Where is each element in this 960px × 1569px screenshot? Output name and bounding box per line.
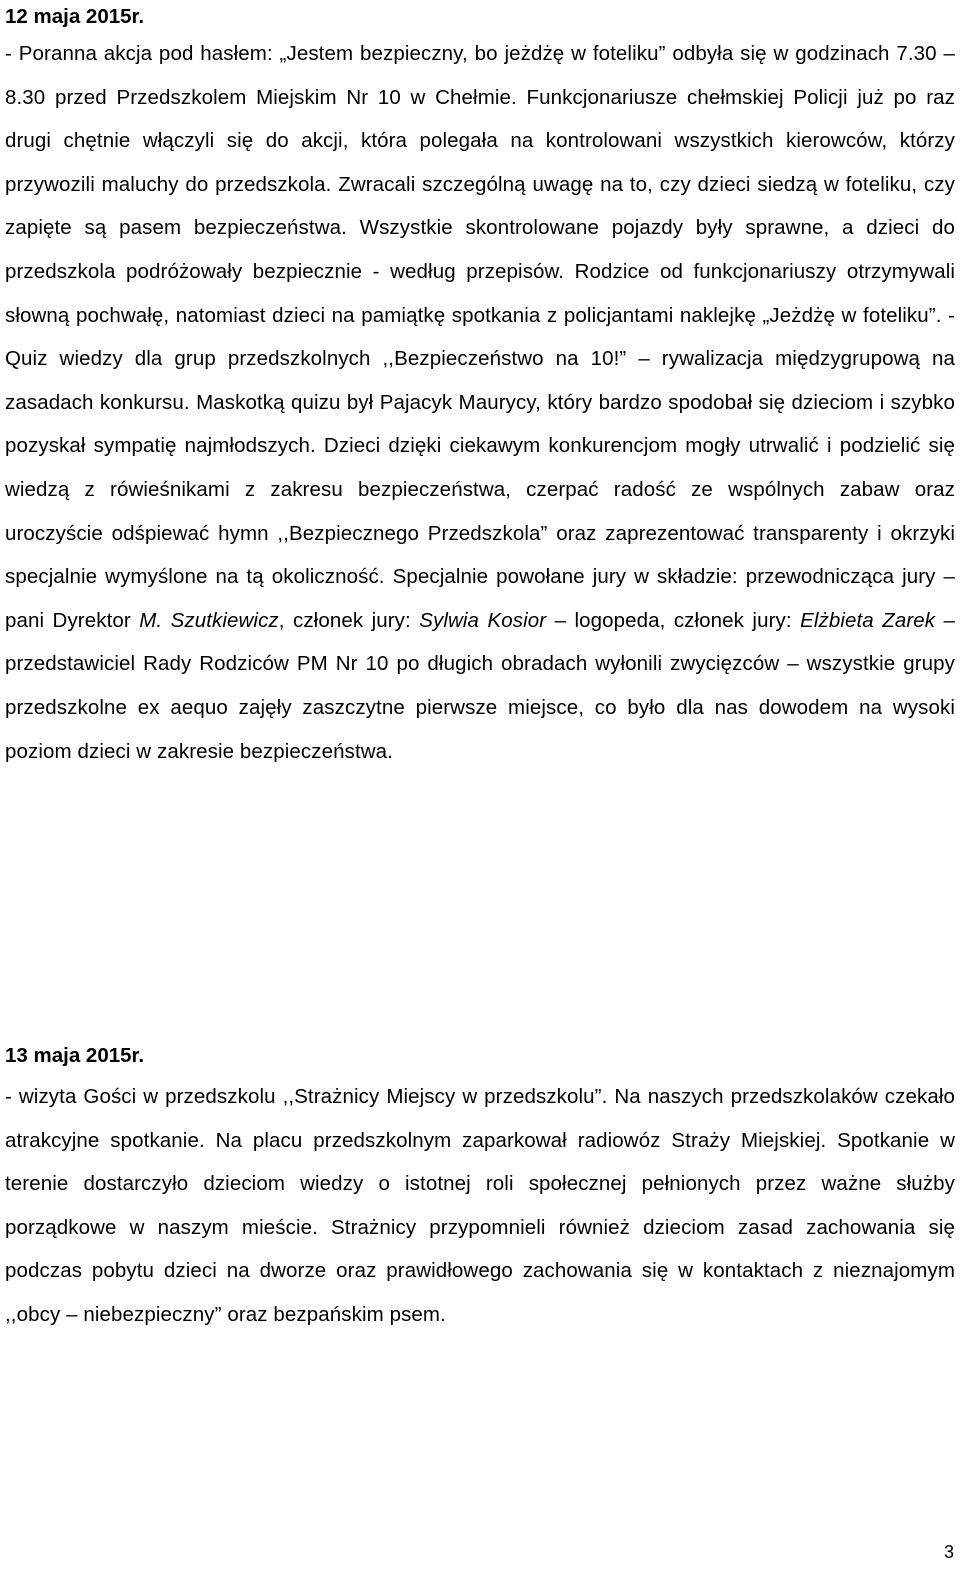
section-paragraph-2 — [5, 1075, 955, 1337]
paragraph-run: – logopeda, członek jury: — [546, 608, 801, 632]
paragraph-run: – przedstawiciel Rady Rodziców PM Nr 10 po długich obradach wyłonili zwycięzców – wszystkie grupy przedszkolne ex aequo zajęły zaszczytne pierwsze miejsce, co było dla nas dowodem na wysoki poziom dzieci w zakresie bezpieczeństwa. — [5, 608, 956, 763]
paragraph-run-italic: Elżbieta Zarek — [800, 608, 936, 632]
paragraph-run: , członek jury: — [278, 608, 420, 632]
paragraph-run-italic: M. Szutkiewicz — [139, 608, 279, 632]
paragraph-run-italic: Sylwia Kosior — [419, 608, 547, 632]
paragraph-run: - Poranna akcja pod hasłem: „Jestem bezpieczny, bo jeżdżę w foteliku” odbyła się w godzinach 7.30 – 8.30 przed Przedszkolem Miejskim Nr 10 w Chełmie. Funkcjonariusze chełmskiej Policji już po raz drugi chętnie włączyli się do akcji, która polegała na kontrolowani wszystkich kierowców, którzy przywozili maluchy do przedszkola. Zwracali szczególną uwagę na to, czy dzieci siedzą w foteliku, czy zapięte są pasem bezpieczeństwa. Wszystkie skontrolowane pojazdy były sprawne, a dzieci do przedszkola podróżowały bezpiecznie - według przepisów. Rodzice od funkcjonariuszy otrzymywali słowną pochwałę, natomiast dzieci na pamiątkę spotkania z policjantami naklejkę „Jeżdżę w foteliku”. - Quiz wiedzy dla grup przedszkolnych ,,Bezpieczeństwo na 10!” – rywalizacja międzygrupową na zasadach konkursu. Maskotką quizu był Pajacyk Maurycy, który bardzo spodobał się dzieciom i szybko pozyskał sympatię najmłodszych. Dzieci dzięki ciekawym konkurencjom mogły utrwalić i podzielić się wiedzą z rówieśnikami z zakresu bezpieczeństwa, czerpać radość ze wspólnych zabaw oraz uroczyście odśpiewać hymn ,,Bezpiecznego Przedszkola” oraz zaprezentować transparenty i okrzyki specjalnie wymyślone na tą okoliczność. Specjalnie powołane jury w składzie: przewodnicząca jury – pani Dyrektor — [5, 42, 955, 632]
section-date-1: 12 maja 2015r. — [5, 5, 145, 28]
section-date-2: 13 maja 2015r. — [5, 1044, 145, 1067]
section-paragraph-1 — [5, 32, 955, 773]
paragraph-run: - wizyta Gości w przedszkolu ,,Strażnicy Miejscy w przedszkolu”. Na naszych przedszkolaków czekało atrakcyjne spotkanie. Na placu przedszkolnym zaparkował radiowóz Straży Miejskiej. Spotkanie w terenie dostarczyło dzieciom wiedzy o istotnej roli społecznej pełnionych przez ważne służby porządkowe w naszym mieście. Strażnicy przypomnieli również dzieciom zasad zachowania się podczas pobytu dzieci na dworze oraz prawidłowego zachowania się w kontaktach z nieznajomym ,,obcy – niebezpieczny” oraz bezpańskim psem. — [5, 1085, 955, 1326]
page-number: 3 — [943, 1542, 954, 1562]
